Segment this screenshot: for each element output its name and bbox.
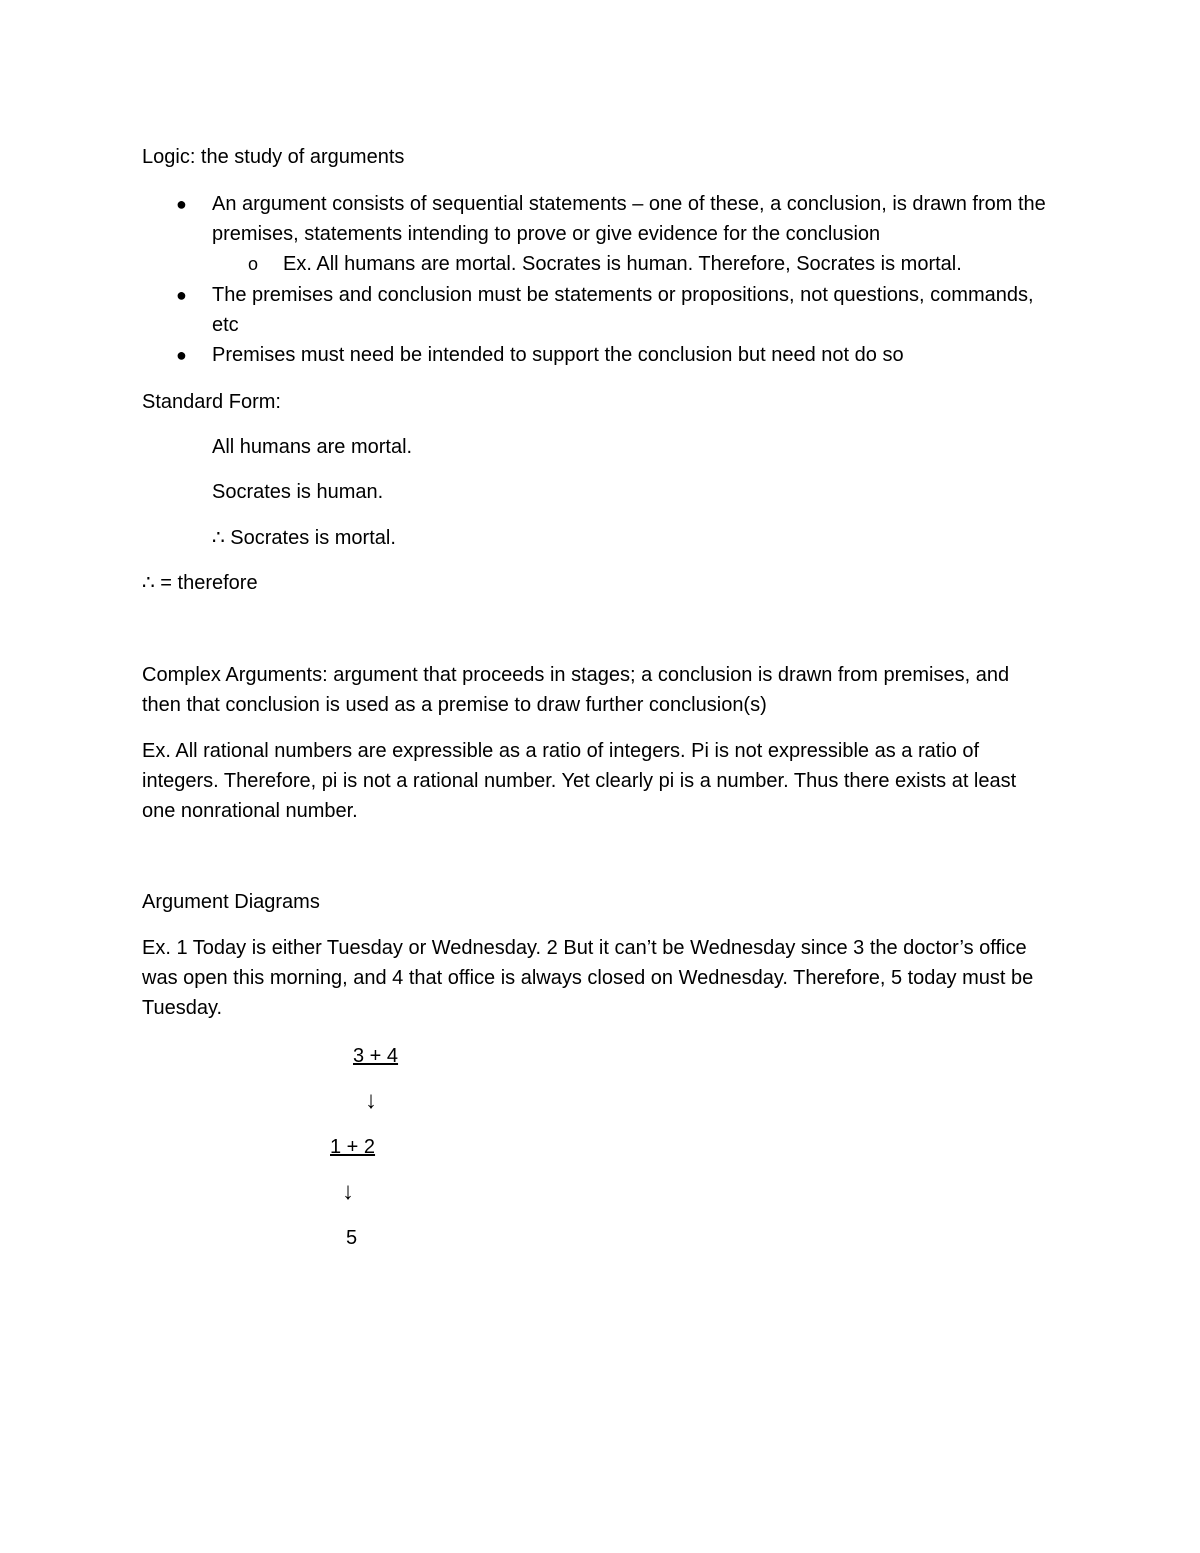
argument-diagram-example: Ex. 1 Today is either Tuesday or Wednesday. 2 But it can’t be Wednesday since 3 the doctor’s office was open this morning, and 4 that office is always closed on Wednesday. Therefore, 5 today must be Tuesday. [142, 937, 1034, 1019]
standard-form-premise-1: All humans are mortal. [212, 436, 413, 458]
diagram-node-3-4: 3 + 4 [353, 1045, 399, 1067]
sub-bullet-example: Ex. All humans are mortal. Socrates is human. Therefore, Socrates is mortal. [283, 253, 962, 275]
standard-form-conclusion: ∴ Socrates is mortal. [212, 527, 396, 549]
section-heading-argument-diagrams: Argument Diagrams [142, 891, 320, 913]
bullet-marker: ● [176, 285, 187, 305]
therefore-legend: ∴ = therefore [142, 572, 258, 594]
bullet-argument-definition: An argument consists of sequential statements – one of these, a conclusion, is drawn from the premises, statements intending to prove or give evidence for the conclusion [212, 193, 1046, 245]
complex-arguments-example: Ex. All rational numbers are expressible as a ratio of integers. Pi is not expressible as a ratio of integers. Therefore, pi is not a rational number. Yet clearly pi is a number. Thus there exists at least one nonrational number. [142, 740, 1017, 822]
diagram-arrow-icon: ↓ [365, 1087, 377, 1114]
section-heading-standard-form: Standard Form: [142, 391, 281, 413]
bullet-premises-support: Premises must need be intended to support the conclusion but need not do so [212, 344, 904, 366]
diagram-node-1-2: 1 + 2 [330, 1136, 376, 1158]
bullet-marker: ● [176, 194, 187, 214]
standard-form-premise-2: Socrates is human. [212, 481, 384, 503]
bullet-marker: ● [176, 345, 187, 365]
diagram-node-5: 5 [346, 1227, 358, 1249]
section-heading-logic: Logic: the study of arguments [142, 146, 405, 168]
sub-bullet-marker: o [248, 254, 259, 274]
complex-arguments-definition: Complex Arguments: argument that proceeds in stages; a conclusion is drawn from premises, and then that conclusion is used as a premise to draw further conclusion(s) [142, 664, 1010, 716]
diagram-arrow-icon: ↓ [342, 1178, 354, 1205]
bullet-premises-statements: The premises and conclusion must be statements or propositions, not questions, commands, etc [212, 284, 1034, 336]
